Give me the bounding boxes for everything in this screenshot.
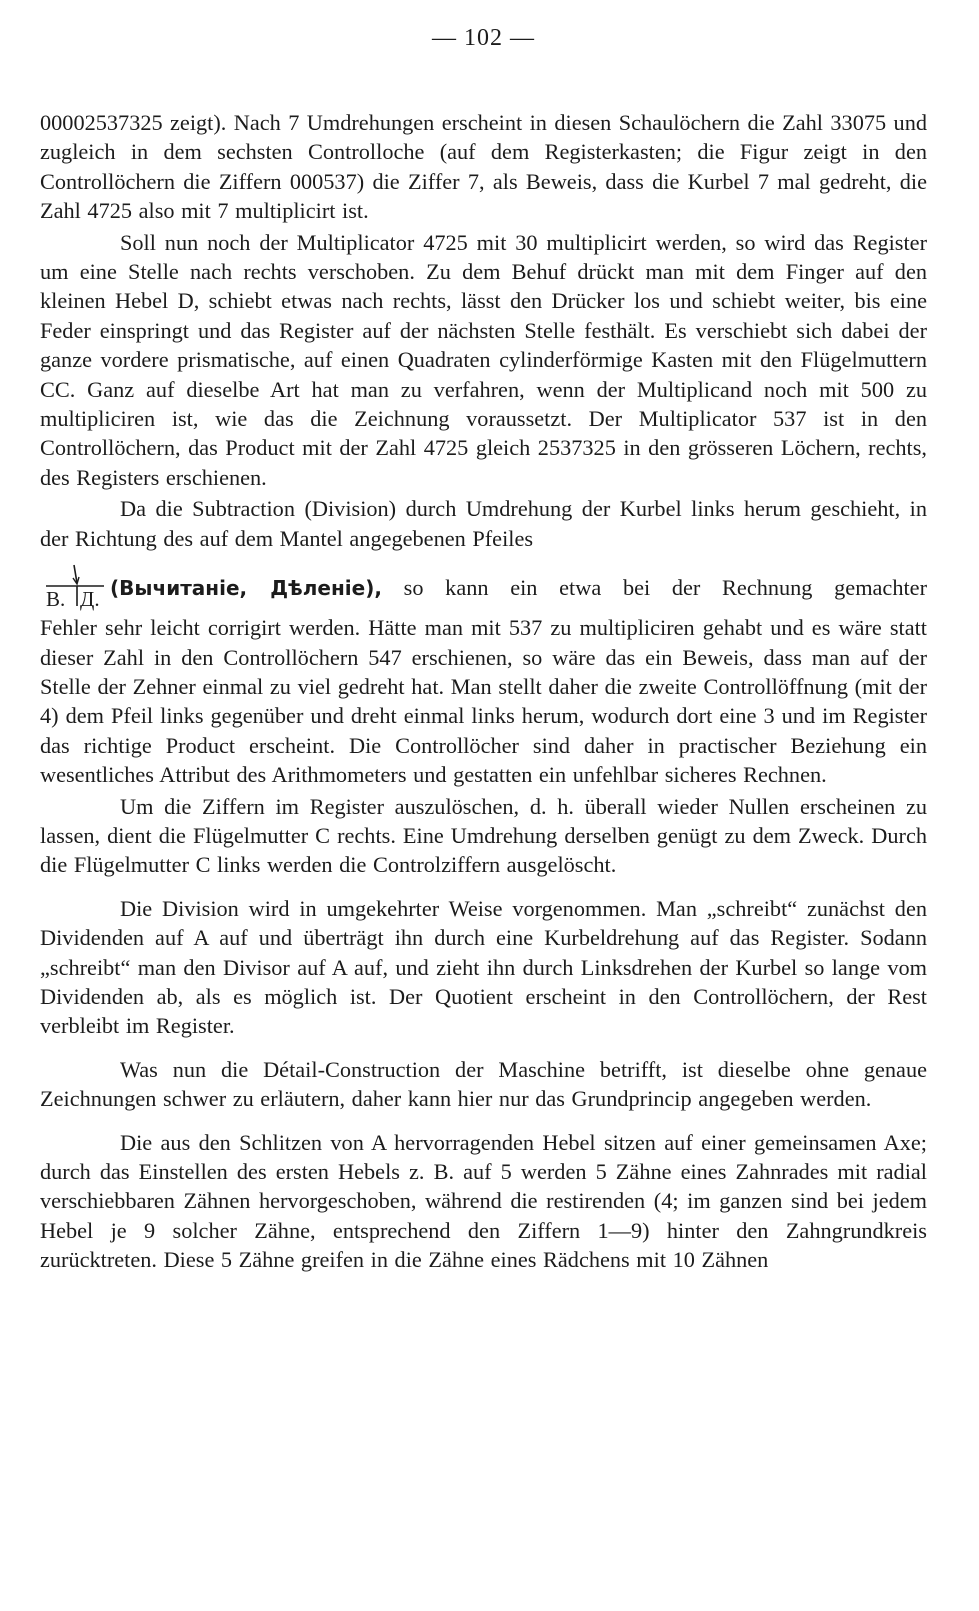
arrow-symbol-figure bbox=[40, 561, 110, 613]
paragraph-levers: Die aus den Schlitzen von A hervorragenden Hebel sitzen auf einer gemeinsamen Axe; durch das Einstellen des ersten Hebels z. B. auf 5 werden 5 Zähne eines Zahnrades mit radial verschiebbaren Zähnen hervorgeschoben, während die restirenden (4; im ganzen sind bei jedem Hebel je 9 solcher Zähne, entsprechend den Ziffern 1—9) hinter den Zahngrundkreis zurücktreten. Diese 5 Zähne greifen in die Zähne eines Rädchens mit 10 Zähnen bbox=[40, 1129, 927, 1273]
paragraph-multiplicator-shift: Soll nun noch der Multiplicator 4725 mit 30 multiplicirt werden, so wird das Register um eine Stelle nach rechts verschoben. Zu dem Behuf drückt man mit dem Finger auf den kleinen Hebel D, schiebt etwas nach rechts, lässt den Drücker los und schiebt weiter, bis eine Feder einspringt und das Register auf der nächsten Stelle festhält. Es verschiebt sich dabei der ganze vordere prismatische, auf einen Quadraten cylinderförmige Kasten mit den Flügelmuttern CC. Ganz auf dieselbe Art hat man zu verfahren, wenn der Multiplicand noch mit 500 zu multipliciren ist, wie das die Zeichnung voraussetzt. Der Multiplicator 537 ist in den Controllöchern, das Product mit der Zahl 4725 gleich 2537325 in den grösseren Löchern, rechts, des Registers erschienen. bbox=[40, 229, 927, 490]
cyrillic-term: (Вычитаніе, Дѣленіе), bbox=[110, 575, 382, 600]
paragraph-division: Die Division wird in umgekehrter Weise vorgenommen. Man „schreibt“ zunächst den Dividenden auf A auf und überträgt ihn durch eine Kurbeldrehung auf das Register. Sodann „schreibt“ man den Divisor auf A auf, und zieht ihn durch Linksdrehen der Kurbel so lange vom Dividenden ab, als es möglich ist. Der Quotient erscheint in den Controllöchern, der Rest verbleibt im Register. bbox=[40, 895, 927, 1039]
page-number: — 102 — bbox=[432, 25, 535, 51]
arrow-symbol-line bbox=[40, 561, 927, 613]
arrow-label-left: В. bbox=[46, 587, 66, 612]
paragraph-clearing: Um die Ziffern im Register auszulöschen, d. h. überall wieder Nullen erscheinen zu lassen, dient die Flügelmutter C rechts. Eine Umdrehung derselben genügt zu dem Zweck. Durch die Flügelmutter C links werden die Controlziffern ausgelöscht. bbox=[40, 793, 927, 878]
down-arrow-icon bbox=[44, 561, 106, 613]
arrow-label-right: Д. bbox=[80, 587, 100, 612]
arrow-line-rest: so kann ein etwa bei der Rechnung gemachter bbox=[403, 574, 927, 600]
paragraph-error-correction: Fehler sehr leicht corrigirt werden. Hätte man mit 537 zu multipliciren gehabt und es wäre statt dieser Zahl in den Controllöchern 547 erschienen, so wäre das ein Beweis, dass man auf der Stelle der Zehner einmal zu viel gedreht hat. Man stellt daher die zweite Controllöffnung (mit der 4) dem Pfeil links gegenüber und dreht einmal links herum, wodurch dort eine 3 und im Register das richtige Product erscheint. Die Controllöcher sind daher in practischer Beziehung ein wesentliches Attribut des Arithmometers und gestatten ein unfehlbar sicheres Rechnen. bbox=[40, 615, 927, 788]
paragraph-construction: Was nun die Détail-Construction der Maschine betrifft, ist dieselbe ohne genaue Zeichnungen schwer zu erläutern, daher kann hier nur das Grundprincip angegeben werden. bbox=[40, 1056, 927, 1112]
paragraph-subtraction: Da die Subtraction (Division) durch Umdrehung der Kurbel links herum geschieht, in der Richtung des auf dem Mantel angegebenen Pfeiles bbox=[40, 496, 927, 551]
paragraph-continuation: 00002537325 zeigt). Nach 7 Umdrehungen erscheint in diesen Schaulöchern die Zahl 33075 und zugleich in dem sechsten Controlloche (auf dem Registerkasten; die Figur zeigt in den Controllöchern die Ziffern 000537) die Ziffer 7, als Beweis, dass die Kurbel 7 mal gedreht, die Zahl 4725 also mit 7 multiplicirt ist. bbox=[40, 110, 927, 224]
arrow-line-text bbox=[110, 573, 927, 613]
